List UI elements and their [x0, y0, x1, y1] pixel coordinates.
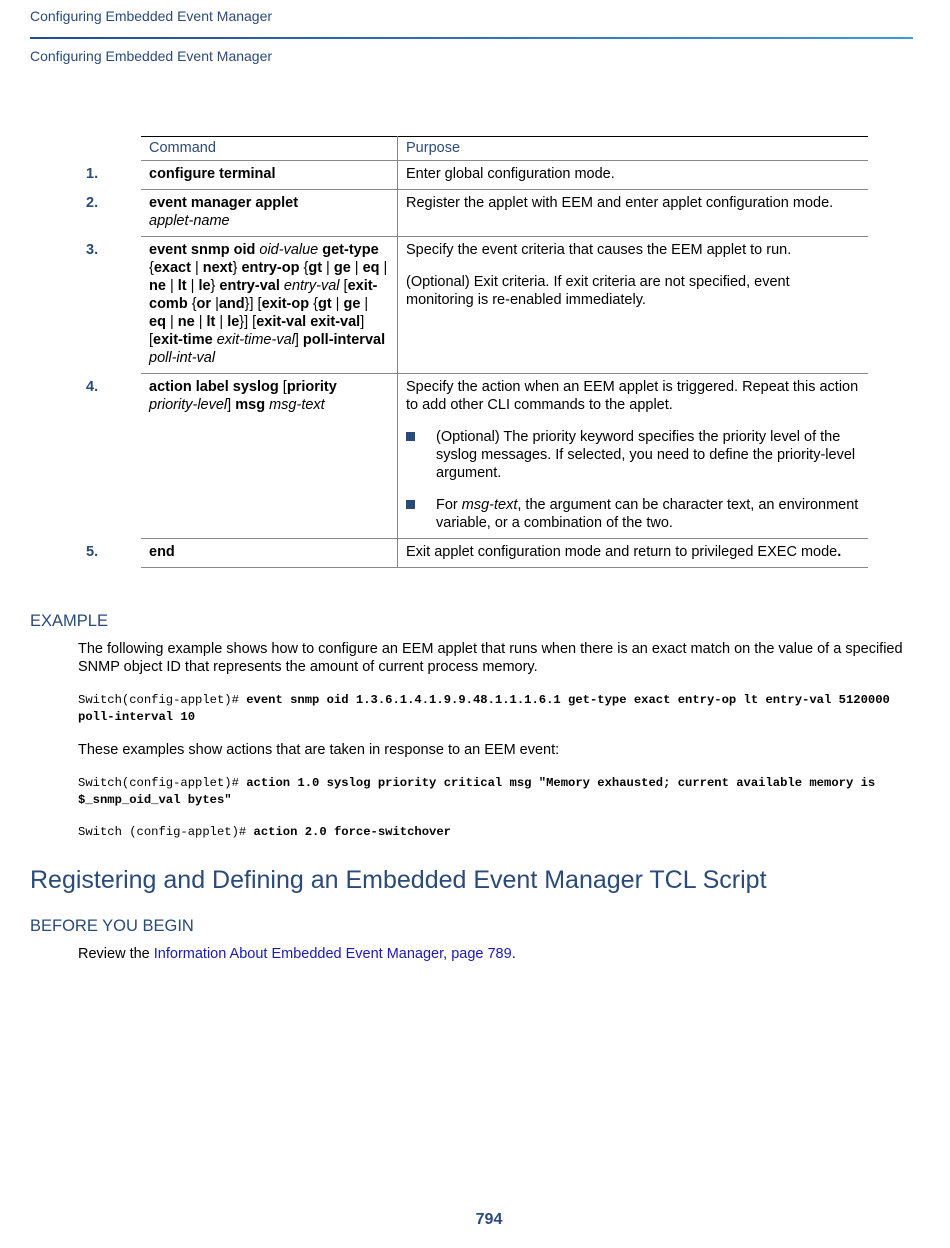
- section-title: Registering and Defining an Embedded Event Manager TCL Script: [30, 866, 767, 894]
- command-keyword: ge: [333, 260, 351, 276]
- bullet-text-suffix: , the argument can be character text, an environment variable, or a combination of the two.: [436, 497, 859, 531]
- syntax-punctuation: |: [186, 278, 199, 294]
- table-row: [141, 161, 868, 190]
- review-prefix: Review the: [78, 946, 154, 962]
- syntax-punctuation: [: [339, 278, 348, 294]
- syntax-punctuation: |: [331, 296, 344, 312]
- table-row: [141, 190, 868, 237]
- purpose-text: Specify the action when an EEM applet is triggered. Repeat this action to add other CLI commands to the applet.: [406, 379, 859, 413]
- command-keyword: and: [218, 296, 245, 312]
- syntax-punctuation: ]: [294, 332, 303, 348]
- command-keyword: ne: [149, 278, 166, 294]
- command-cell: [86, 190, 398, 237]
- square-bullet-icon: [406, 500, 415, 509]
- cli-command: action 2.0 force-switchover: [253, 825, 452, 839]
- table-row: [141, 374, 868, 539]
- command-keyword: event snmp oid: [149, 242, 260, 258]
- command-argument: applet-name: [149, 213, 230, 229]
- purpose-text: Register the applet with EEM and enter applet configuration mode.: [406, 195, 834, 211]
- example-intro: The following example shows how to configure an EEM applet that runs when there is an exact match on the value of a specified SNMP object ID that represents the amount of current process memory.: [78, 641, 903, 675]
- example-text: These examples show actions that are taken in response to an EEM event:: [78, 742, 560, 758]
- purpose-cell: [398, 539, 869, 568]
- syntax-punctuation: ] [: [149, 314, 365, 348]
- command-keyword: or: [196, 296, 212, 312]
- cli-command: event snmp oid 1.3.6.1.4.1.9.9.48.1.1.1.6.1 get-type exact entry-op lt entry-val 5120000 poll-interval 10: [78, 693, 890, 724]
- command-argument: msg-text: [269, 397, 325, 413]
- command-keyword: exit-comb: [149, 278, 378, 312]
- command-cell: [86, 237, 398, 374]
- code-example-1: [78, 692, 918, 726]
- command-keyword: entry-op: [241, 260, 300, 276]
- syntax-punctuation: |: [165, 314, 178, 330]
- syntax-punctuation: {: [299, 260, 309, 276]
- purpose-text: (Optional) Exit criteria. If exit criteria are not specified, event monitoring is re-enabled immediately.: [406, 274, 790, 308]
- syntax-punctuation: }: [210, 278, 220, 294]
- syntax-punctuation: |: [322, 260, 334, 276]
- command-keyword: lt: [206, 314, 216, 330]
- command-keyword: msg: [235, 397, 266, 413]
- syntax-punctuation: |: [350, 260, 363, 276]
- syntax-punctuation: ]: [227, 397, 236, 413]
- command-cell: [86, 374, 398, 539]
- step-number: 2.: [86, 195, 99, 211]
- square-bullet-icon: [406, 432, 415, 441]
- syntax-punctuation: |: [194, 314, 207, 330]
- before-you-begin-heading: BEFORE YOU BEGIN: [30, 917, 194, 935]
- purpose-text: Enter global configuration mode.: [406, 166, 615, 182]
- command-keyword: next: [202, 260, 233, 276]
- command-keyword: eq: [362, 260, 380, 276]
- command-keyword: exact: [153, 260, 191, 276]
- command-keyword: lt: [177, 278, 187, 294]
- purpose-period: .: [837, 544, 842, 560]
- syntax-punctuation: |: [190, 260, 203, 276]
- bullet-text: (Optional) The priority keyword specifies the priority level of the syslog messages. If selected, you need to define the priority-level argument.: [436, 429, 856, 481]
- command-keyword: exit-val exit-val: [256, 314, 361, 330]
- command-keyword: exit-op: [261, 296, 310, 312]
- command-argument: poll-int-val: [149, 350, 216, 366]
- cli-prompt: Switch (config-applet)#: [78, 825, 254, 839]
- command-argument: priority-level: [149, 397, 228, 413]
- command-keyword: eq: [149, 314, 166, 330]
- bullet-argument: msg-text: [461, 497, 518, 513]
- table-row: [141, 237, 868, 374]
- command-argument: entry-val: [283, 278, 340, 294]
- table-header-row: [141, 137, 868, 161]
- command-cell: [86, 161, 398, 190]
- cli-prompt: Switch(config-applet)#: [78, 776, 247, 790]
- command-keyword: ge: [343, 296, 361, 312]
- syntax-punctuation: |: [379, 260, 388, 276]
- command-keyword: entry-val: [219, 278, 280, 294]
- code-example-3: [78, 824, 918, 841]
- command-argument: oid-value: [259, 242, 319, 258]
- purpose-text: Exit applet configuration mode and return to privileged EXEC mode: [406, 544, 838, 560]
- command-table: [86, 136, 868, 568]
- syntax-punctuation: [: [278, 379, 287, 395]
- command-keyword: gt: [308, 260, 323, 276]
- code-example-2: [78, 775, 918, 809]
- syntax-punctuation: |: [165, 278, 178, 294]
- header-rule: [30, 37, 913, 39]
- purpose-cell: [398, 374, 869, 539]
- syntax-punctuation: }] [: [239, 314, 257, 330]
- command-keyword: ne: [177, 314, 195, 330]
- syntax-punctuation: }: [232, 260, 242, 276]
- column-header-purpose: Purpose: [398, 137, 869, 161]
- syntax-punctuation: |: [215, 314, 228, 330]
- command-cell: [86, 539, 398, 568]
- step-number: 4.: [86, 379, 99, 395]
- section-header: Configuring Embedded Event Manager: [30, 48, 273, 64]
- purpose-text: Specify the event criteria that causes the EEM applet to run.: [406, 242, 792, 258]
- running-header: Configuring Embedded Event Manager: [30, 8, 273, 24]
- purpose-cell: [398, 190, 869, 237]
- bullet-text-prefix: For: [436, 497, 462, 513]
- syntax-punctuation: {: [309, 296, 318, 312]
- syntax-punctuation: {: [187, 296, 197, 312]
- cli-prompt: Switch(config-applet)#: [78, 693, 247, 707]
- purpose-cell: [398, 161, 869, 190]
- page-number: 794: [475, 1211, 503, 1228]
- command-syntax: [149, 379, 337, 413]
- bullet-item: [406, 428, 860, 482]
- step-number: 1.: [86, 166, 99, 182]
- column-header-command: Command: [141, 137, 398, 161]
- step-number: 5.: [86, 544, 99, 560]
- command-keyword: le: [227, 314, 240, 330]
- syntax-punctuation: {: [149, 260, 154, 276]
- command-argument: exit-time-val: [216, 332, 295, 348]
- example-heading: EXAMPLE: [30, 612, 108, 630]
- cli-command: action 1.0 syslog priority critical msg "Memory exhausted; current available memory is $_snmp_oid_val bytes": [78, 776, 876, 807]
- command-text: event manager applet: [149, 195, 299, 211]
- cross-reference-link[interactable]: Information About Embedded Event Manager, page 789: [153, 946, 512, 962]
- command-syntax: [149, 242, 387, 366]
- command-keyword: gt: [317, 296, 332, 312]
- bullet-item: [406, 496, 860, 532]
- syntax-punctuation: |: [360, 296, 369, 312]
- purpose-cell: [398, 237, 869, 374]
- table-row: [141, 539, 868, 568]
- command-keyword: get-type: [318, 242, 379, 258]
- syntax-punctuation: |: [211, 296, 219, 312]
- command-keyword: priority: [286, 379, 337, 395]
- command-keyword: action label syslog: [149, 379, 279, 395]
- step-number: 3.: [86, 242, 99, 258]
- syntax-punctuation: }] [: [244, 296, 262, 312]
- command-keyword: poll-interval: [302, 332, 386, 348]
- command-text: end: [149, 544, 175, 560]
- review-text: [78, 945, 918, 963]
- command-keyword: exit-time: [153, 332, 213, 348]
- command-text: configure terminal: [149, 166, 276, 182]
- command-keyword: le: [198, 278, 211, 294]
- review-suffix: .: [511, 946, 516, 962]
